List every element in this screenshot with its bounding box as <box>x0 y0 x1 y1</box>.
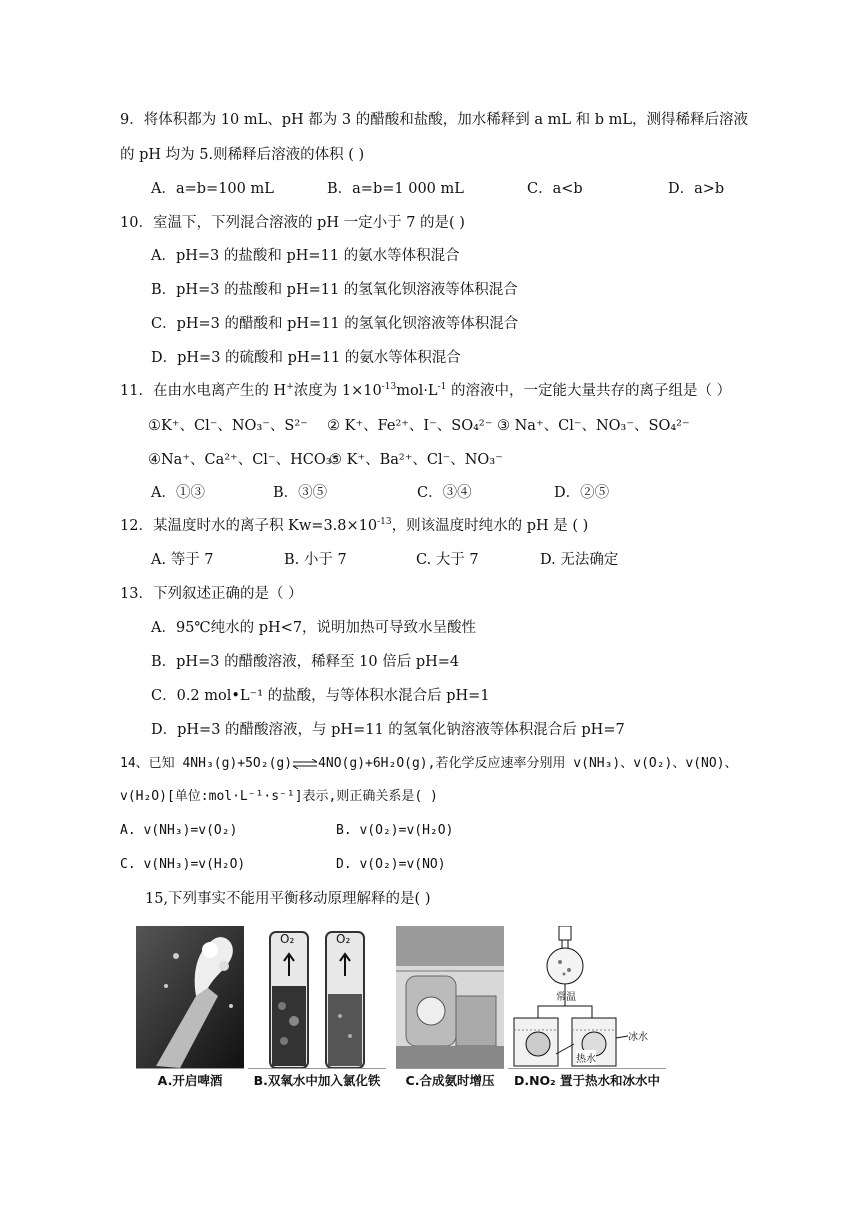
q12-option-d: D. 无法确定 <box>540 552 619 568</box>
q11-group-4: ④Na⁺、Ca²⁺、Cl⁻、HCO₃⁻ <box>148 452 340 468</box>
q11-option-b: B．③⑤ <box>273 485 328 501</box>
q9-option-d: D．a>b <box>668 181 725 197</box>
q14-option-c: C. v(NH₃)=v(H₂O) <box>120 857 246 872</box>
q14-option-d: D. v(O₂)=v(NO) <box>336 857 446 872</box>
q10-option-b: B．pH=3 的盐酸和 pH=11 的氢氧化钡溶液等体积混合 <box>151 282 518 298</box>
q14-stem-b: 4NO(g)+6H₂O(g),若化学反应速率分别用 v(NH₃)、v(O₂)、v(NO)、 <box>318 756 738 771</box>
q11-stem-post: 的溶液中，一定能大量共存的离子组是（ ） <box>446 383 732 399</box>
q11-stem-mid: 浓度为 1×10 <box>293 383 382 399</box>
q9-option-c: C．a<b <box>527 181 583 197</box>
panel-b-image <box>248 926 386 1068</box>
o2-label-left: O₂ <box>280 932 295 946</box>
hot-water-label: 热水 <box>576 1050 596 1065</box>
q13-option-b: B．pH=3 的醋酸溶液，稀释至 10 倍后 pH=4 <box>151 654 460 670</box>
o2-label-right: O₂ <box>336 932 351 946</box>
q11-option-a: A．①③ <box>151 485 205 501</box>
panel-c-image <box>396 926 504 1068</box>
q14-stem-a: 14、已知 4NH₃(g)+5O₂(g) <box>120 756 293 771</box>
q11-stem-sup1: + <box>286 382 294 393</box>
q13-option-a: A．95℃纯水的 pH<7，说明加热可导致水呈酸性 <box>151 620 477 636</box>
q14-option-b: B. v(O₂)=v(H₂O) <box>336 823 454 838</box>
q11-stem-mid2: mol·L <box>396 383 438 399</box>
caption-b: B.双氧水中加入氯化铁 <box>248 1068 386 1093</box>
q11-group-5: ⑤ K⁺、Ba²⁺、Cl⁻、NO₃⁻ <box>329 452 503 468</box>
q15-figure <box>136 926 666 1094</box>
q12-stem-sup: -13 <box>377 517 392 528</box>
q11-stem-pre: 11．在由水电离产生的 H <box>120 383 287 399</box>
panel-d-image <box>508 926 666 1068</box>
q12-option-b: B. 小于 7 <box>284 552 347 568</box>
q10-option-c: C．pH=3 的醋酸和 pH=11 的氢氧化钡溶液等体积混合 <box>151 316 519 332</box>
caption-c: C.合成氨时增压 <box>396 1068 504 1093</box>
flask-apparatus-icon <box>508 926 666 1068</box>
q14-option-a: A. v(NH₃)=v(O₂) <box>120 823 238 838</box>
q10-option-a: A．pH=3 的盐酸和 pH=11 的氨水等体积混合 <box>151 248 460 264</box>
ice-water-label: 冰水 <box>628 1032 648 1043</box>
caption-d: D.NO₂ 置于热水和冰水中 <box>508 1068 666 1093</box>
q11-group-3: ③ Na⁺、Cl⁻、NO₃⁻、SO₄²⁻ <box>497 418 690 434</box>
q12-option-a: A. 等于 7 <box>151 552 214 568</box>
q10-option-d: D．pH=3 的硫酸和 pH=11 的氨水等体积混合 <box>151 350 461 366</box>
q9-stem-line1: 9．将体积都为 10 mL、pH 都为 3 的醋酸和盐酸，加水稀释到 a mL 和 b mL，测得稀释后溶液 <box>120 112 748 128</box>
q15-stem: 15,下列事实不能用平衡移动原理解释的是( ) <box>145 891 431 907</box>
caption-a: A.开启啤酒 <box>136 1068 244 1093</box>
q11-option-d: D．②⑤ <box>554 485 610 501</box>
factory-equipment-icon <box>396 926 504 1068</box>
q14-stem-line2: v(H₂O)[单位:mol·L⁻¹·s⁻¹]表示,则正确关系是( ) <box>120 789 438 804</box>
beer-bottle-icon <box>136 926 244 1068</box>
equilibrium-arrow-icon <box>292 759 318 769</box>
test-tubes-icon <box>248 926 386 1068</box>
q13-option-d: D．pH=3 的醋酸溶液，与 pH=11 的氢氧化钠溶液等体积混合后 pH=7 <box>151 722 625 738</box>
q14-stem-line1 <box>120 754 738 774</box>
q11-group-2: ② K⁺、Fe²⁺、I⁻、SO₄²⁻ <box>327 418 493 434</box>
q12-stem <box>120 516 588 536</box>
q9-stem-line2: 的 pH 均为 5.则稀释后溶液的体积 ( ) <box>120 147 365 163</box>
q13-stem: 13．下列叙述正确的是（ ） <box>120 586 303 602</box>
q9-option-a: A．a=b=100 mL <box>151 181 274 197</box>
q11-stem-sup2: -13 <box>381 382 397 393</box>
q13-option-c: C．0.2 mol•L⁻¹ 的盐酸，与等体积水混合后 pH=1 <box>151 688 490 704</box>
room-temp-label: 常温 <box>556 992 576 1003</box>
panel-a-image <box>136 926 244 1068</box>
q12-option-c: C. 大于 7 <box>416 552 479 568</box>
q10-stem: 10．室温下，下列混合溶液的 pH 一定小于 7 的是( ) <box>120 215 465 231</box>
q11-option-c: C．③④ <box>417 485 472 501</box>
q11-stem <box>120 381 731 401</box>
q11-stem-sup3: -1 <box>437 382 447 393</box>
q12-stem-post: ，则该温度时纯水的 pH 是 ( ) <box>391 518 589 534</box>
q11-group-1: ①K⁺、Cl⁻、NO₃⁻、S²⁻ <box>148 418 308 434</box>
q9-option-b: B．a=b=1 000 mL <box>327 181 464 197</box>
q12-stem-pre: 12．某温度时水的离子积 Kw=3.8×10 <box>120 518 378 534</box>
